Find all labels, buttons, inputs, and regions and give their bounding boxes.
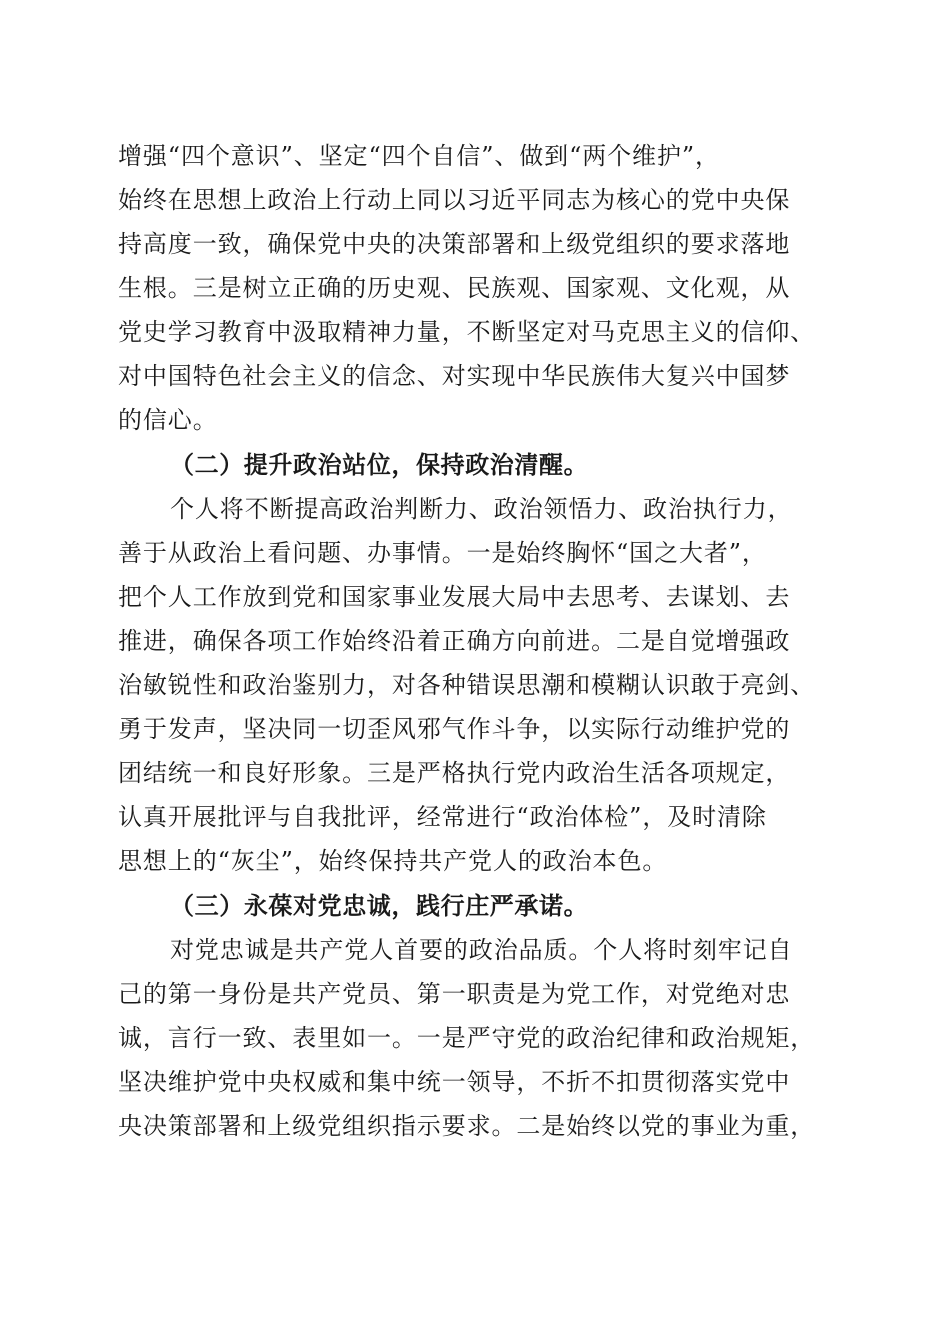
text-line: 认真开展批评与自我批评，经常进行“政治体检”，及时清除	[118, 803, 767, 831]
text-line: 对党忠诚是共产党人首要的政治品质。个人将时刻牢记自	[170, 936, 793, 964]
text-line: 的信心。	[118, 406, 218, 434]
text-line: 持高度一致，确保党中央的决策部署和上级党组织的要求落地	[118, 230, 791, 258]
section-heading: （二）提升政治站位，保持政治清醒。	[170, 450, 589, 479]
text-line: 治敏锐性和政治鉴别力，对各种错误思潮和模糊认识敢于亮剑、	[118, 671, 816, 699]
text-line: 个人将不断提高政治判断力、政治领悟力、政治执行力，	[170, 495, 793, 523]
section-heading: （三）永葆对党忠诚，践行庄严承诺。	[170, 891, 589, 920]
text-line: 勇于发声，坚决同一切歪风邪气作斗争，以实际行动维护党的	[118, 715, 791, 743]
text-line: 对中国特色社会主义的信念、对实现中华民族伟大复兴中国梦	[118, 362, 791, 390]
text-line: 己的第一身份是共产党员、第一职责是为党工作，对党绝对忠	[118, 980, 791, 1008]
text-line: 诚，言行一致、表里如一。一是严守党的政治纪律和政治规矩，	[118, 1024, 816, 1052]
text-line: 央决策部署和上级党组织指示要求。二是始终以党的事业为重，	[118, 1112, 816, 1140]
text-line: 推进，确保各项工作始终沿着正确方向前进。二是自觉增强政	[118, 627, 791, 655]
text-line: 生根。三是树立正确的历史观、民族观、国家观、文化观，从	[118, 274, 791, 302]
text-line: 始终在思想上政治上行动上同以习近平同志为核心的党中央保	[118, 186, 791, 214]
text-line: 把个人工作放到党和国家事业发展大局中去思考、去谋划、去	[118, 583, 791, 611]
text-line: 善于从政治上看问题、办事情。一是始终胸怀“国之大者”，	[118, 539, 767, 567]
text-line: 党史学习教育中汲取精神力量，不断坚定对马克思主义的信仰、	[118, 318, 816, 346]
text-line: 思想上的“灰尘”，始终保持共产党人的政治本色。	[118, 847, 668, 875]
text-line: 坚决维护党中央权威和集中统一领导，不折不扣贯彻落实党中	[118, 1068, 791, 1096]
text-line: 增强“四个意识”、坚定“四个自信”、做到“两个维护”，	[118, 142, 720, 170]
text-line: 团结统一和良好形象。三是严格执行党内政治生活各项规定，	[118, 759, 791, 787]
